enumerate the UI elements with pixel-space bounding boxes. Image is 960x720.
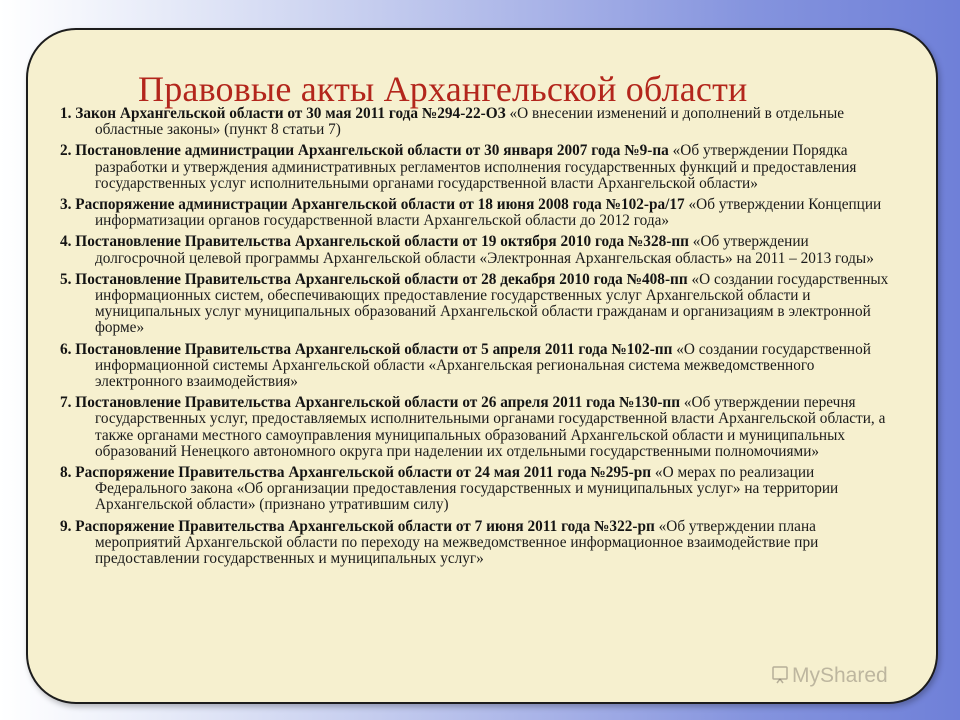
act-heading: 4. Постановление Правительства Архангельской области от 19 октября 2010 года №328-пп: [60, 233, 689, 251]
act-description: «О создании государственной информационной системы Архангельской области «Архангельская региональная система межведомственного электронного взаимодействия»: [95, 340, 871, 391]
list-item: [60, 342, 890, 391]
act-heading: 7. Постановление Правительства Архангельской области от 26 апреля 2011 года №130-пп: [60, 394, 681, 412]
watermark-text: MyShared: [792, 664, 888, 687]
act-heading: 3. Распоряжение администрации Архангельской области от 18 июня 2008 года №102-ра/17: [60, 196, 685, 214]
act-description: «Об утверждении долгосрочной целевой программы Архангельской области «Электронная Архангельская область» на 2011 – 2013 годы»: [95, 233, 874, 267]
act-heading: 1. Закон Архангельской области от 30 мая 2011 года №294-22-ОЗ: [60, 105, 506, 122]
act-description: «О внесении изменений и дополнений в отдельные областные законы» (пункт 8 статьи 7): [95, 105, 845, 139]
list-item: [60, 197, 890, 229]
act-description: «О создании государственных информационных систем, обеспечивающих предоставление государственных услуг Архангельской области и муниципальных услуг муниципальных образований Архангельской области гражданам и организациям в электронной форме»: [95, 270, 889, 337]
list-item: [60, 395, 890, 460]
list-item: [60, 234, 890, 266]
slides-icon: [772, 666, 788, 684]
act-heading: 2. Постановление администрации Архангельской области от 30 января 2007 года №9-па: [60, 142, 669, 160]
act-description: «Об утверждении плана мероприятий Архангельской области по переходу на межведомственное информационное взаимодействие при предоставлении государственных и муниципальных услуг»: [95, 517, 819, 568]
act-description: «О мерах по реализации Федерального закона «Об организации предоставления государственных и муниципальных услуг» на территории Архангельской области» (признано утратившим силу): [95, 464, 839, 514]
slide-title: Правовые акты Архангельской области: [138, 69, 748, 109]
legal-acts-list: [60, 106, 890, 572]
list-item: [60, 272, 890, 337]
act-heading: 5. Постановление Правительства Архангельской области от 28 декабря 2010 года №408-пп: [60, 270, 688, 288]
list-item: [60, 106, 890, 138]
act-heading: 8. Распоряжение Правительства Архангельской области от 24 мая 2011 года №295-рп: [60, 464, 652, 482]
slide-card: [26, 28, 938, 704]
watermark: [772, 664, 888, 688]
act-description: «Об утверждении Порядка разработки и утверждения административных регламентов исполнения государственных функций и предоставления государственных услуг исполнительными органами государственной власти Архангельской области»: [95, 142, 857, 192]
act-description: «Об утверждении перечня государственных услуг, предоставляемых исполнительными органами государственной власти Архангельской области, а также органами местного самоуправления муниципальных образований Архангельской области и муниципальных образований Ненецкого автономного округа при наделении их отдельными государственными полномочиями»: [95, 394, 886, 460]
list-item: [60, 143, 890, 192]
list-item: [60, 465, 890, 514]
act-heading: 6. Постановление Правительства Архангельской области от 5 апреля 2011 года №102-пп: [60, 340, 673, 358]
act-description: «Об утверждении Концепции информатизации органов государственной власти Архангельской области до 2012 года»: [95, 196, 882, 230]
act-heading: 9. Распоряжение Правительства Архангельской области от 7 июня 2011 года №322-рп: [60, 517, 655, 535]
list-item: [60, 519, 890, 568]
